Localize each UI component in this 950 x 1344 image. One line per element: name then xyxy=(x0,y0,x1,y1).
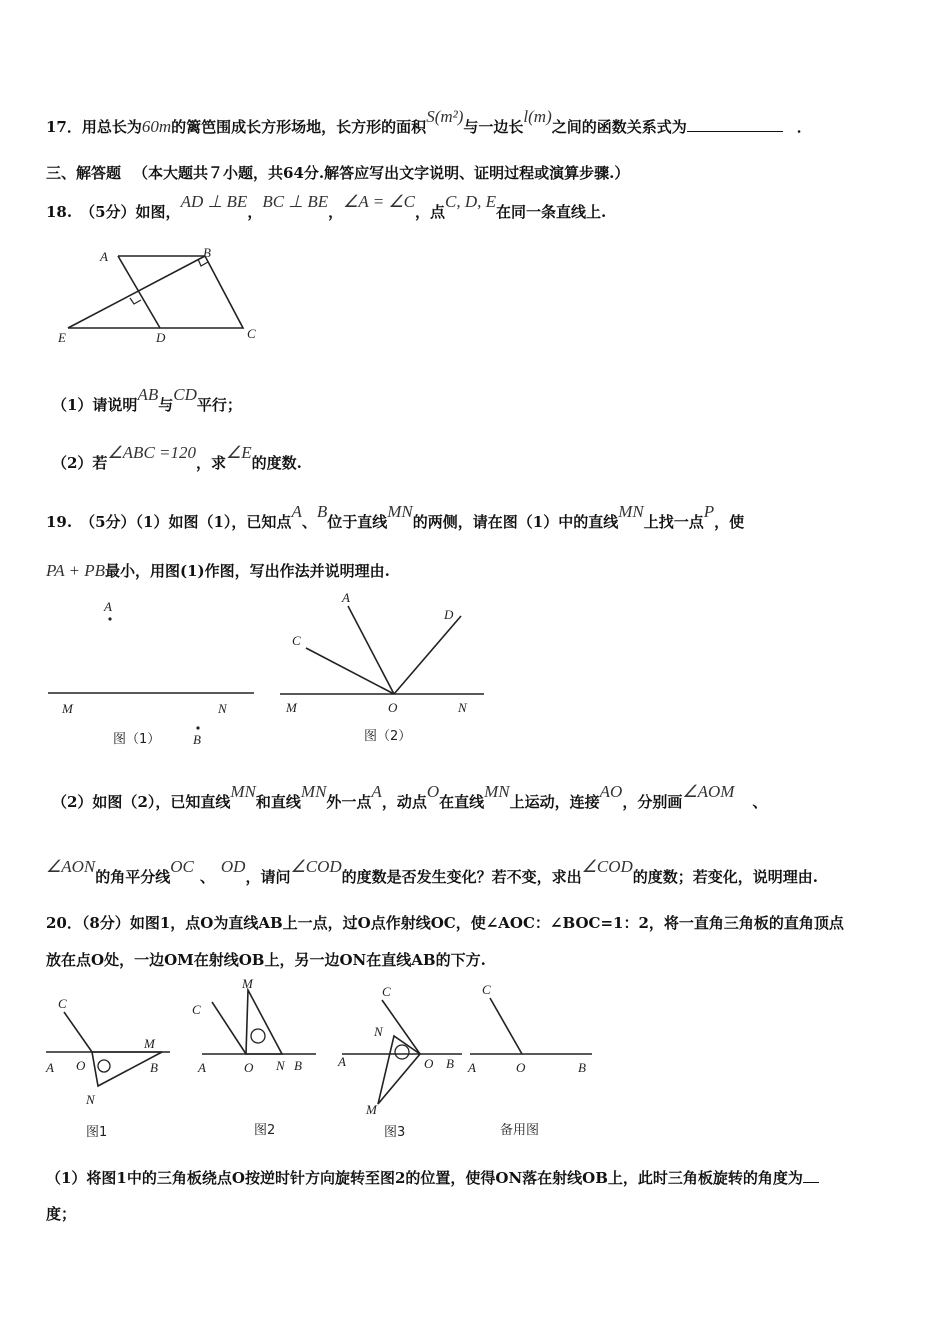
label-n: N xyxy=(458,700,467,715)
svg-text:C: C xyxy=(382,984,391,999)
q18-part2: （2）若∠ABC =120，求∠E的度数. xyxy=(52,443,302,472)
math-pa-pb: PA + PB xyxy=(46,561,106,580)
ray-oc xyxy=(490,998,522,1054)
caption-fig1: 图1 xyxy=(86,1125,108,1140)
label-o: O xyxy=(388,700,398,715)
svg-text:O: O xyxy=(516,1060,526,1075)
q20-stem-2: 放在点O处，一边OM在射线OB上，另一边ON在直线AB的下方. xyxy=(46,951,486,969)
math-ab: AB xyxy=(137,385,159,404)
right-angle-d xyxy=(130,298,141,304)
math-cond-3: ∠A = ∠C xyxy=(343,192,416,211)
q19-figure-2 xyxy=(278,588,488,748)
label-n: N xyxy=(218,701,227,716)
label-c: C xyxy=(247,326,256,341)
svg-text:N: N xyxy=(86,1092,95,1107)
math-cond-1: AD ⊥ BE xyxy=(180,192,248,211)
q20-figure-2 xyxy=(190,976,320,1136)
caption-fig3: 图3 xyxy=(384,1125,406,1140)
answer-blank[interactable] xyxy=(803,1182,819,1183)
ruler-hole xyxy=(98,1060,110,1072)
label-m: M xyxy=(62,701,73,716)
label-d: D xyxy=(156,330,166,345)
svg-text:M: M xyxy=(144,1036,155,1051)
ray-oc xyxy=(64,1012,92,1052)
svg-text:B: B xyxy=(578,1060,586,1075)
svg-text:O: O xyxy=(424,1056,434,1071)
svg-text:O: O xyxy=(76,1058,86,1073)
q19-figure-1 xyxy=(46,595,261,755)
q20-part1-end: 度； xyxy=(46,1205,77,1223)
svg-text:O: O xyxy=(244,1060,254,1075)
section-title: 三、解答题 （本大题共７小题，共64分.解答应写出文字说明、证明过程或演算步骤.） xyxy=(46,164,630,182)
math-angle-e: ∠E xyxy=(226,443,252,462)
line-be xyxy=(68,256,205,328)
label-a: A xyxy=(104,599,112,614)
math-points: C, D, E xyxy=(445,192,497,211)
ray-od xyxy=(394,616,461,694)
q18-figure xyxy=(50,240,280,350)
caption-fig2: 图2 xyxy=(254,1123,276,1138)
fig1-caption: 图（1） xyxy=(113,732,161,747)
label-b: B xyxy=(203,245,211,260)
svg-text:N: N xyxy=(276,1058,285,1073)
caption-spare: 备用图 xyxy=(500,1123,540,1138)
q19-stem-2: PA + PB最小，用图(1)作图，写出作法并说明理由. xyxy=(46,561,390,580)
svg-text:A: A xyxy=(338,1054,346,1069)
math-cd: CD xyxy=(173,385,197,404)
label-a: A xyxy=(342,590,350,605)
svg-text:A: A xyxy=(198,1060,206,1075)
svg-text:C: C xyxy=(192,1002,201,1017)
point-a xyxy=(108,617,111,620)
ray-oc xyxy=(382,1000,420,1054)
ruler-hole xyxy=(395,1045,409,1059)
q18-stem: 18. （5分）如图，AD ⊥ BE，BC ⊥ BE，∠A = ∠C，点C, D, E在同一条直线上. xyxy=(46,192,607,221)
q20-figure-1 xyxy=(44,990,174,1140)
svg-text:N: N xyxy=(374,1024,383,1039)
svg-text:A: A xyxy=(46,1060,54,1075)
svg-text:M: M xyxy=(366,1102,377,1117)
q19-part2-cont: ∠AON的角平分线OC、OD，请问∠COD的度数是否发生变化？若不变，求出∠COD的度数；若变化，说明理由. xyxy=(46,857,819,886)
math-side: l(m) xyxy=(523,107,552,126)
label-a: A xyxy=(100,249,108,264)
ray-oc xyxy=(306,648,394,694)
triangle-ruler xyxy=(246,990,282,1054)
q18-part1: （1）请说明AB与CD平行； xyxy=(52,385,242,414)
svg-text:B: B xyxy=(150,1060,158,1075)
label-b: B xyxy=(193,732,201,747)
q19-stem: 19. （5分）（1）如图（1），已知点A、B位于直线MN的两侧，请在图（1）中的直线MN上找一点P，使 xyxy=(46,502,745,531)
q17-line: 17．用总长为60m的篱笆围成长方形场地，长方形的面积S(m²)与一边长l(m)之间的函数关系式为 ． xyxy=(46,107,812,136)
q19-part2: （2）如图（2），已知直线MN和直线MN外一点A，动点O在直线MN上运动，连接AO，分别画∠AOM、 xyxy=(52,782,768,811)
svg-text:B: B xyxy=(294,1058,302,1073)
q20-figure-3 xyxy=(336,980,466,1140)
answer-blank[interactable] xyxy=(687,131,783,132)
svg-text:B: B xyxy=(446,1056,454,1071)
svg-text:A: A xyxy=(468,1060,476,1075)
math-length: 60m xyxy=(141,117,172,136)
math-angle-abc: ∠ABC =120 xyxy=(107,443,197,462)
label-c: C xyxy=(292,633,301,648)
q20-stem: 20．（8分）如图1，点O为直线AB上一点，过O点作射线OC，使∠AOC：∠BOC=1：2，将一直角三角板的直角顶点 xyxy=(46,914,844,932)
ruler-hole xyxy=(251,1029,265,1043)
label-e: E xyxy=(58,330,66,345)
ray-oa xyxy=(348,606,394,694)
point-b xyxy=(196,726,199,729)
svg-text:C: C xyxy=(482,982,491,997)
svg-text:M: M xyxy=(242,976,253,991)
math-cond-2: BC ⊥ BE xyxy=(262,192,329,211)
q20-part1: （1）将图1中的三角板绕点O按逆时针方向旋转至图2的位置，使得ON落在射线OB上，此时三角板旋转的角度为 xyxy=(46,1167,819,1188)
svg-text:C: C xyxy=(58,996,67,1011)
math-area: S(m²) xyxy=(426,107,464,126)
label-m: M xyxy=(286,700,297,715)
ray-oc xyxy=(212,1002,246,1054)
fig2-caption: 图（2） xyxy=(364,729,412,744)
label-d: D xyxy=(444,607,454,622)
q20-figure-spare xyxy=(466,976,596,1136)
